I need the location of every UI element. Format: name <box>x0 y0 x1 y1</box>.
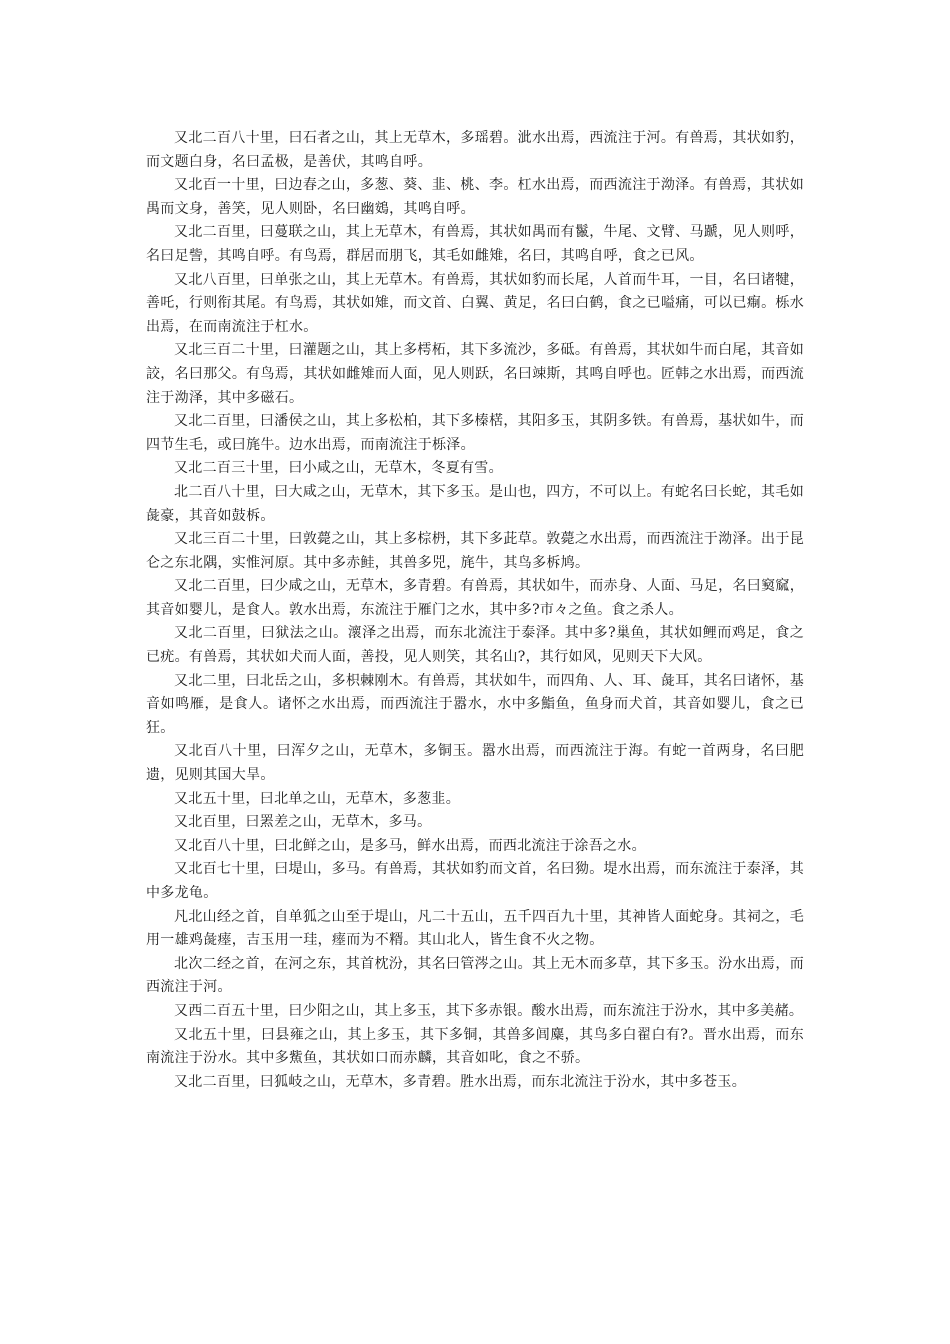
paragraph: 又北二百三十里，曰小咸之山，无草木，冬夏有雪。 <box>174 460 503 477</box>
paragraph: 北次二经之首，在河之东，其首枕汾，其名曰管涔之山。其上无木而多草，其下多玉。汾水出焉，而西流注于河。 <box>146 955 804 996</box>
paragraph: 又北二百里，曰少咸之山，无草木，多青碧。有兽焉，其状如牛，而赤身、人面、马足，名曰窫窳，其音如婴儿，是食人。敦水出焉，东流注于雁门之水，其中多?市々之鱼。食之杀人。 <box>146 578 804 618</box>
paragraph: 又北百八十里，曰浑夕之山，无草木，多铜玉。嚣水出焉，而西流注于海。有蛇一首两身，名曰肥遗，见则其国大旱。 <box>146 743 804 784</box>
paragraph: 又北二百里，曰潘侯之山，其上多松柏，其下多榛楛，其阳多玉，其阴多铁。有兽焉，基状如牛，而四节生毛，或曰旄牛。边水出焉，而南流注于栎泽。 <box>146 413 804 453</box>
paragraph: 北二百八十里，曰大咸之山，无草木，其下多玉。是山也，四方，不可以上。有蛇名曰长蛇，其毛如彘豪，其音如鼓柝。 <box>146 483 804 524</box>
paragraph: 又北三百二十里，曰灌题之山，其上多樗柘，其下多流沙，多砥。有兽焉，其状如牛而白尾，其音如詨，名曰那父。有鸟焉，其状如雌雉而人面，见人则跃，名曰竦斯，其鸣自呼也。匠韩之水出焉，而西流注于泑泽，其中多磁石。 <box>146 342 804 406</box>
paragraph: 又北百里，曰罴差之山，无草木，多马。 <box>174 814 432 831</box>
paragraph: 又北二百里，曰狐岐之山，无草木，多青碧。胜水出焉，而东北流注于汾水，其中多苍玉。 <box>174 1073 746 1090</box>
paragraph: 又北三百二十里，曰敦薨之山，其上多棕枬，其下多茈草。敦薨之水出焉，而西流注于泑泽。出于昆仑之东北隅，实惟河原。其中多赤鲑，其兽多兕，旄牛，其鸟多柝鸠。 <box>146 531 804 571</box>
paragraph: 又北百七十里，曰堤山，多马。有兽焉，其状如豹而文首，名曰狕。堤水出焉，而东流注于泰泽，其中多龙龟。 <box>146 861 804 901</box>
paragraph: 又北二百里，曰蔓联之山，其上无草木，有兽焉，其状如禺而有鬣，牛尾、文臂、马蹏，见人则呼，名曰足訾，其鸣自呼。有鸟焉，群居而朋飞，其毛如雌雉，名曰，其鸣自呼，食之已风。 <box>146 224 804 264</box>
paragraph: 凡北山经之首，自单狐之山至于堤山，凡二十五山，五千四百九十里，其神皆人面蛇身。其祠之，毛用一雄鸡彘瘗，吉玉用一珪，瘗而为不糈。其山北人，皆生食不火之物。 <box>146 908 804 949</box>
paragraph: 又北八百里，曰单张之山，其上无草木。有兽焉，其状如豹而长尾，人首而牛耳，一目，名曰诸犍，善吒，行则衔其尾。有鸟焉，其状如雉，而文首、白翼、黄足，名曰白鹤，食之已嗌痛，可以已痸。栎水出焉，在而南流注于杠水。 <box>146 271 804 335</box>
paragraph: 又北百八十里，曰北鲜之山，是多马，鲜水出焉，而西北流注于涂吾之水。 <box>174 837 646 854</box>
paragraph: 又北五十里，曰北单之山，无草木，多葱韭。 <box>174 790 460 807</box>
paragraph: 又北二里，曰北岳之山，多枳棘刚木。有兽焉，其状如牛，而四角、人、耳、彘耳，其名曰诸怀，基音如鸣雁，是食人。诸怀之水出焉，而西流注于嚣水，水中多鮨鱼，鱼身而犬首，其音如婴儿，食之已狂。 <box>146 672 804 736</box>
document-page <box>146 127 804 1094</box>
paragraph: 又北二百里，曰狱法之山。瀤泽之出焉，而东北流注于泰泽。其中多?巢鱼，其状如鲤而鸡足，食之已疣。有兽焉，其状如犬而人面，善投，见人则笑，其名山?，其行如风，见则天下大风。 <box>146 625 804 666</box>
paragraph: 又西二百五十里，曰少阳之山，其上多玉，其下多赤银。酸水出焉，而东流注于汾水，其中多美赭。 <box>174 1002 804 1019</box>
paragraph: 又北五十里，曰县雍之山，其上多玉，其下多铜，其兽多闾麋，其鸟多白翟白有?。晋水出焉，而东南流注于汾水。其中多鮆鱼，其状如口而赤麟，其音如叱，食之不骄。 <box>146 1026 804 1067</box>
paragraph: 又北百一十里，曰边春之山，多葱、葵、韭、桃、李。杠水出焉，而西流注于泑泽。有兽焉，其状如禺而文身，善笑，见人则卧，名曰幽鴳，其鸣自呼。 <box>146 177 804 217</box>
paragraph: 又北二百八十里，曰石者之山，其上无草木，多瑶碧。泚水出焉，西流注于河。有兽焉，其状如豹，而文题白身，名曰孟极，是善伏，其鸣自呼。 <box>146 130 804 170</box>
